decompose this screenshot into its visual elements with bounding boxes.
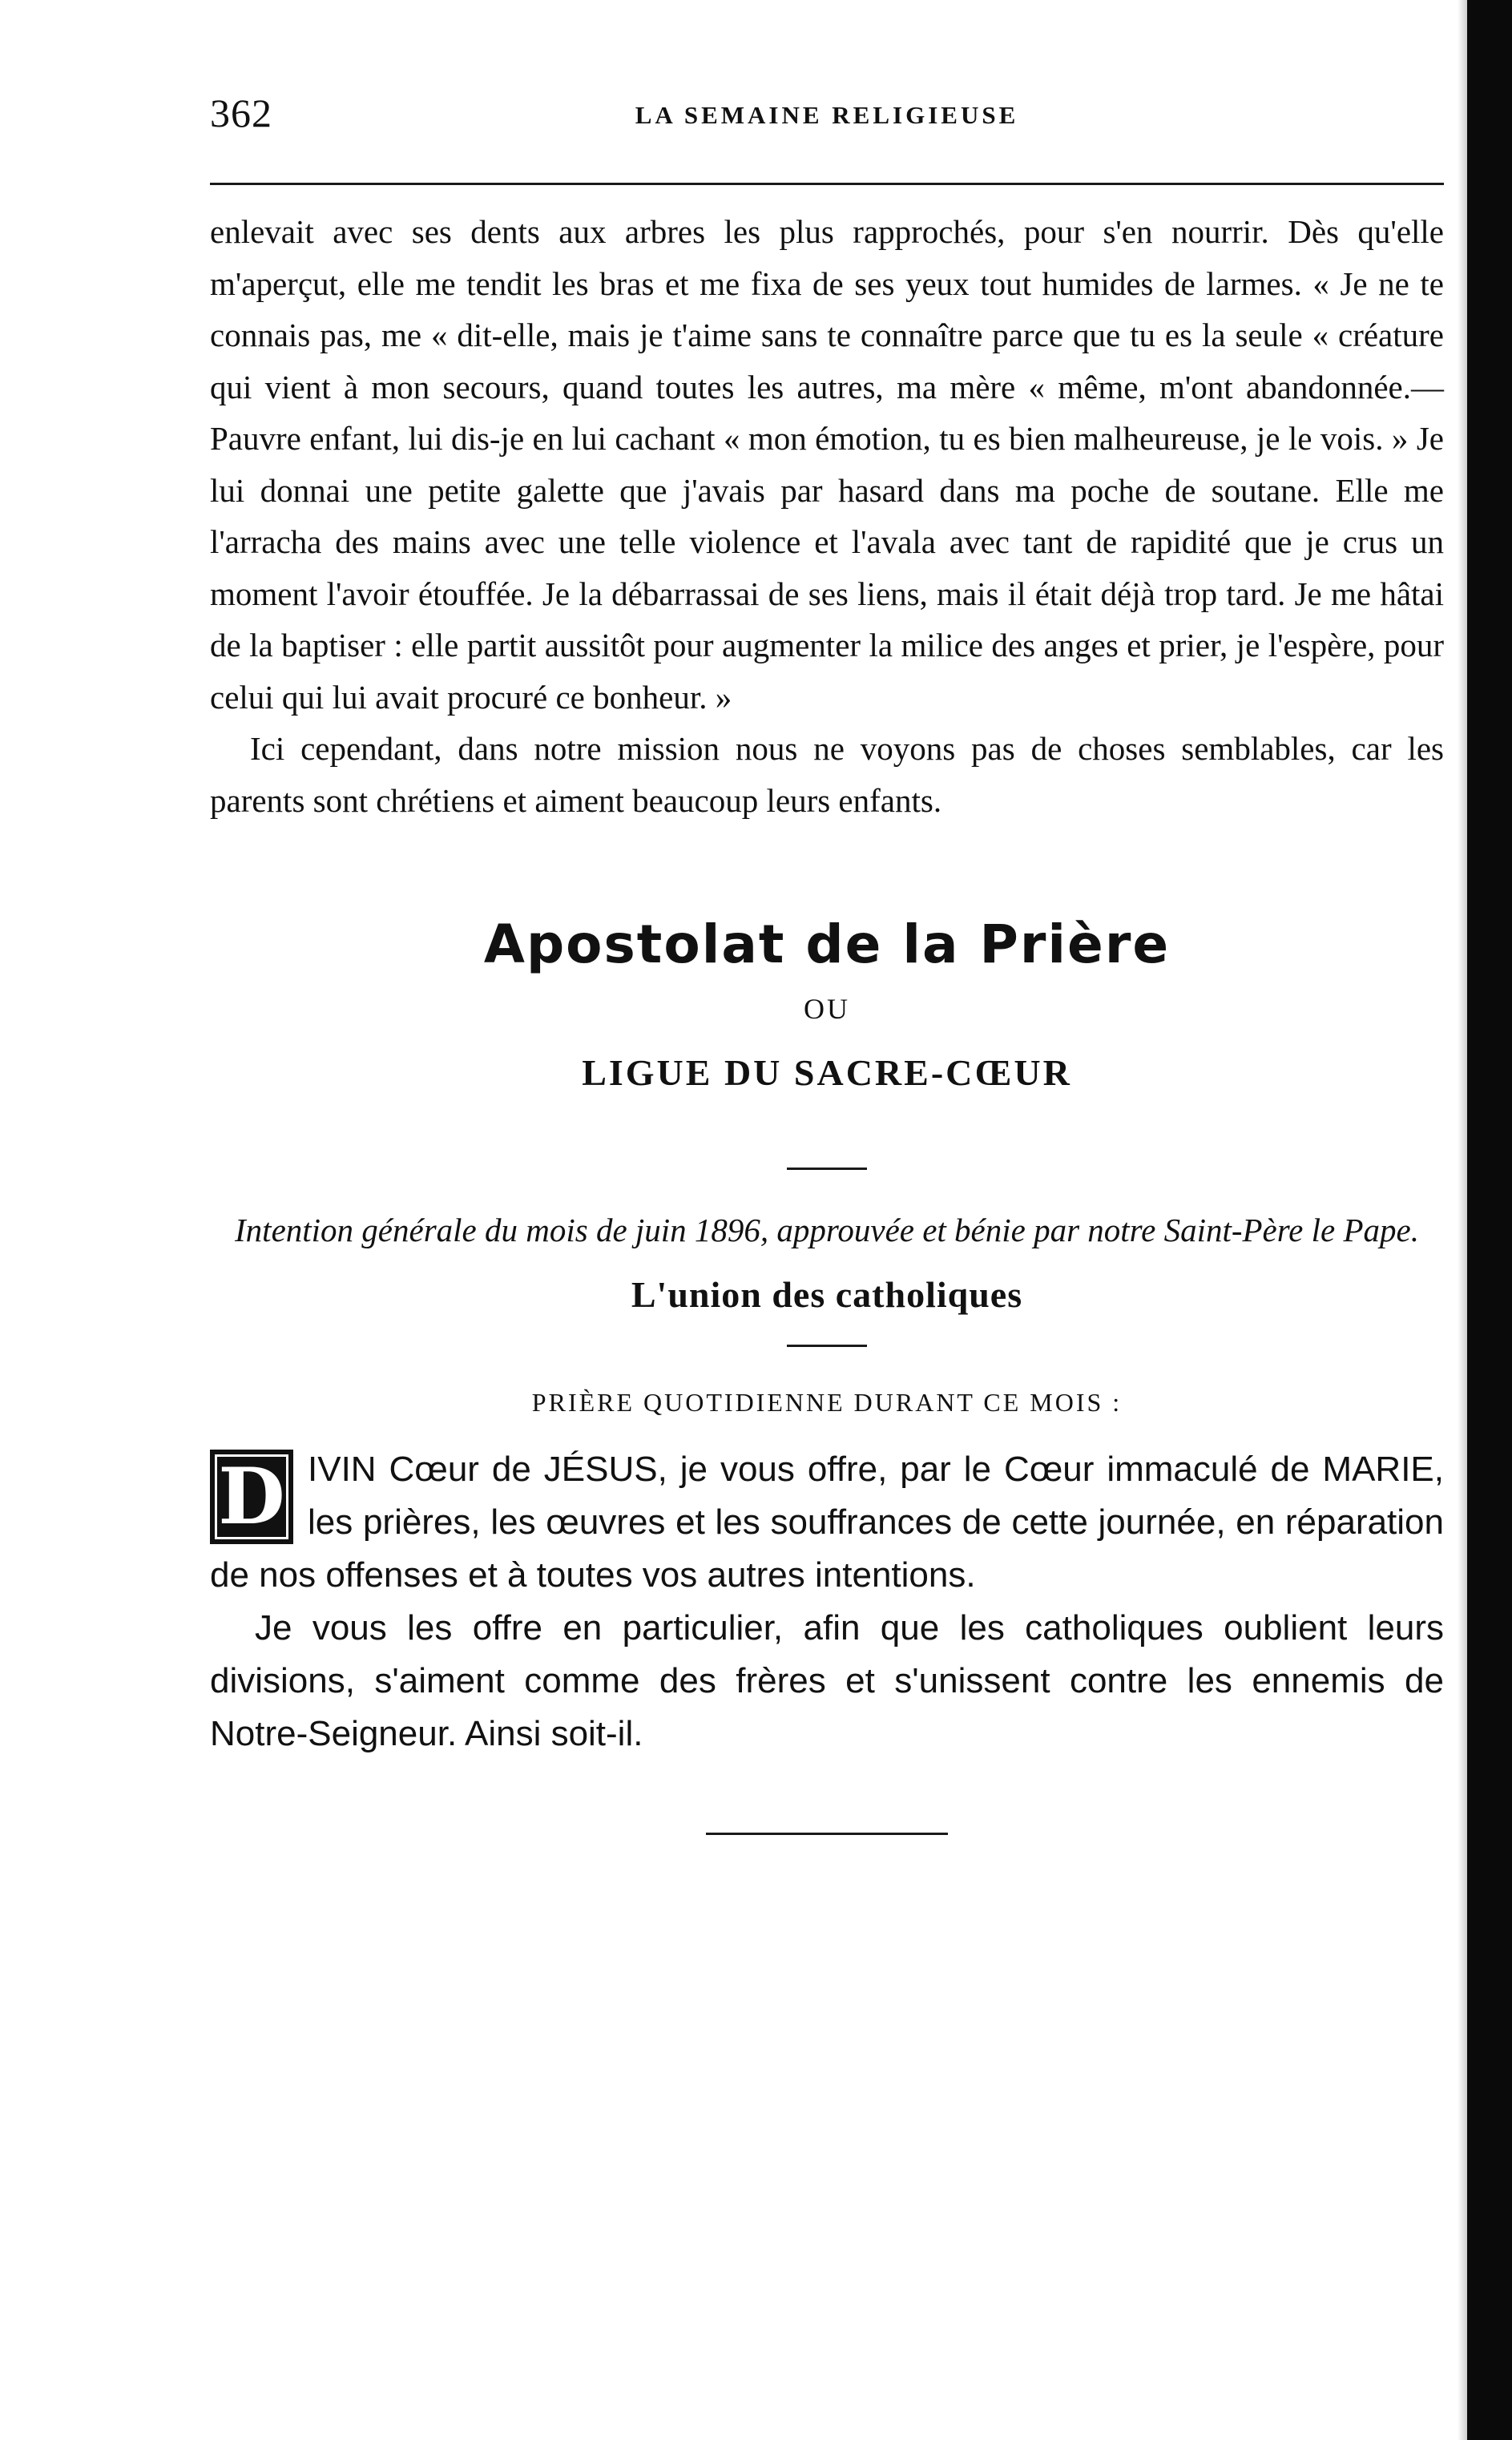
page-header bbox=[210, 90, 1444, 146]
paragraph-1: enlevait avec ses dents aux arbres les plus rapprochés, pour s'en nourrir. Dès qu'elle m'aperçut, elle me tendit les bras et me fixa de ses yeux tout humides de larmes. « Je ne te connais pas, me « dit-elle, mais je t'aime sans te connaître parce que tu es la seule « créature qui vient à mon secours, quand toutes les autres, ma mère « même, m'ont abandonnée.—Pauvre enfant, lui dis-je en lui cachant « mon émotion, tu es bien malheureuse, je le vois. » Je lui donnai une petite galette que j'avais par hasard dans ma poche de soutane. Elle me l'arracha des mains avec une telle violence et l'avala avec tant de rapidité que je crus un moment l'avoir étouffée. Je la débarrassai de ses liens, mais il était déjà trop tard. Je me hâtai de la baptiser : elle partit aussitôt pour augmenter la milice des anges et prier, je l'espère, pour celui qui lui avait procuré ce bonheur. » bbox=[210, 213, 1444, 716]
book-page bbox=[210, 90, 1444, 1835]
intention-divider bbox=[787, 1345, 867, 1347]
section-title: Apostolat de la Prière bbox=[483, 913, 1171, 975]
prayer-paragraph-1-text: IVIN Cœur de JÉSUS, je vous offre, par le Cœur immaculé de MARIE, les prières, les œuvres et les souffrances de cette journée, en réparation de nos offenses et à toutes vos autres intentions. bbox=[210, 1450, 1444, 1595]
running-head: LA SEMAINE RELIGIEUSE bbox=[635, 101, 1019, 129]
section-conjunction: OU bbox=[804, 993, 850, 1025]
page-number: 362 bbox=[210, 91, 272, 135]
section-subtitle: LIGUE DU SACRE-CŒUR bbox=[582, 1052, 1072, 1093]
paragraph-2: Ici cependant, dans notre mission nous ne voyons pas de choses semblables, car les parents sont chrétiens et aiment beaucoup leurs enfants. bbox=[210, 730, 1444, 819]
body-text bbox=[210, 206, 1444, 826]
apostolat-section bbox=[210, 913, 1444, 1422]
end-rule bbox=[706, 1833, 948, 1835]
monthly-intention: Intention générale du mois de juin 1896, approuvée et bénie par notre Saint-Père le Pape. bbox=[235, 1212, 1419, 1248]
scan-page-edge bbox=[1467, 0, 1512, 2440]
prayer-paragraph-2: Je vous les offre en particulier, afin que les catholiques oublient leurs divisions, s'aiment comme des frères et s'unissent contre les ennemis de Notre-Seigneur. Ainsi soit-il. bbox=[210, 1608, 1444, 1753]
intention-title: L'union des catholiques bbox=[631, 1274, 1023, 1315]
drop-cap-letter: D bbox=[210, 1450, 293, 1544]
section-divider bbox=[787, 1168, 867, 1170]
prayer-paragraph-1 bbox=[210, 1443, 1444, 1602]
prayer-text bbox=[210, 1443, 1444, 1760]
header-rule bbox=[210, 183, 1444, 185]
prayer-heading: PRIÈRE QUOTIDIENNE DURANT CE MOIS : bbox=[531, 1388, 1123, 1417]
